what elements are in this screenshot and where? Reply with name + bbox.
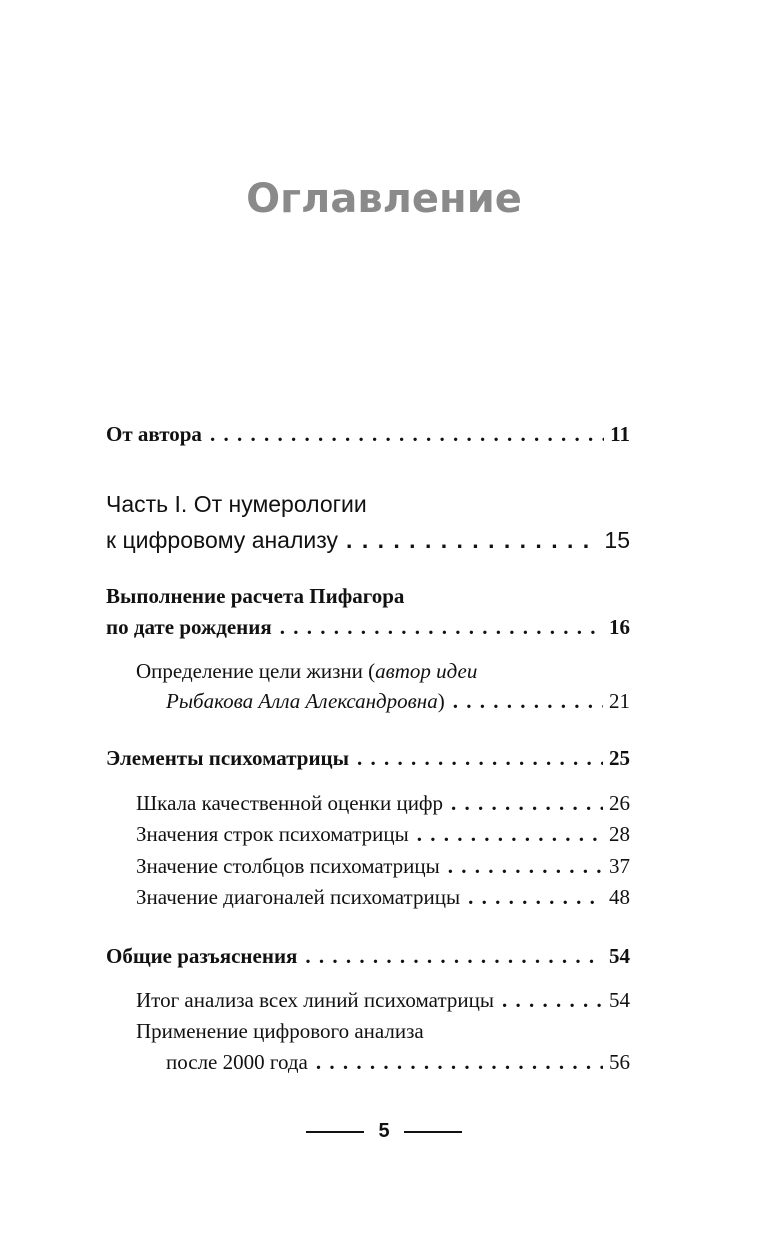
toc-entry-page: 11 bbox=[610, 422, 630, 446]
toc-entry-label: Шкала качественной оценки цифр bbox=[136, 791, 444, 815]
toc-subentry-rows bbox=[136, 820, 630, 848]
toc-subentry-scale bbox=[136, 789, 630, 817]
dot-leader bbox=[502, 986, 603, 1014]
toc-part-label: к цифровому анализу bbox=[106, 527, 339, 553]
toc-entry-label: Значение диагоналей психоматрицы bbox=[136, 885, 461, 909]
dot-leader bbox=[453, 687, 603, 715]
dot-leader bbox=[280, 613, 603, 641]
toc-entry-label: Рыбакова Алла Александровна) bbox=[166, 689, 445, 713]
toc-entry-page: 28 bbox=[609, 822, 630, 846]
toc-entry-part-1 bbox=[106, 526, 630, 554]
toc-entry-line1 bbox=[106, 582, 630, 610]
footer-rule-left bbox=[306, 1131, 364, 1133]
toc-entry-label: От автора bbox=[106, 422, 202, 446]
dot-leader bbox=[346, 526, 598, 554]
toc-part-label: Часть I. От нумерологии bbox=[106, 491, 367, 517]
toc-entry-from-author bbox=[106, 420, 630, 448]
toc-entry-page: 25 bbox=[609, 746, 630, 770]
toc-entry-page: 21 bbox=[609, 689, 630, 713]
toc-entry-label: после 2000 года bbox=[166, 1050, 308, 1074]
footer-rule-right bbox=[404, 1131, 462, 1133]
dot-leader bbox=[305, 942, 603, 970]
toc-entry-elements bbox=[106, 744, 630, 772]
dot-leader bbox=[357, 744, 603, 772]
page-number: 5 bbox=[378, 1120, 390, 1142]
toc-entry-label: Определение цели жизни (автор идеи bbox=[136, 659, 478, 683]
toc-entry-general bbox=[106, 942, 630, 970]
toc-entry-label: Значение столбцов психоматрицы bbox=[136, 854, 440, 878]
toc-entry-page: 54 bbox=[609, 944, 630, 968]
toc-entry-page: 54 bbox=[609, 988, 630, 1012]
toc-subentry-line1 bbox=[136, 1017, 630, 1045]
toc-subentry-summary bbox=[136, 986, 630, 1014]
toc-entry-label: Элементы психоматрицы bbox=[106, 746, 350, 770]
toc-entry-page: 15 bbox=[604, 527, 630, 553]
dot-leader bbox=[316, 1048, 603, 1076]
toc-entry-page: 26 bbox=[609, 791, 630, 815]
dot-leader bbox=[210, 420, 604, 448]
page-footer bbox=[0, 1120, 768, 1143]
toc-entry-page: 16 bbox=[609, 615, 630, 639]
toc-subentry-columns bbox=[136, 852, 630, 880]
page-title: Оглавление bbox=[246, 176, 522, 222]
toc-entry-page: 56 bbox=[609, 1050, 630, 1074]
toc-entry-label: по дате рождения bbox=[106, 615, 272, 639]
toc-subentry-line1 bbox=[136, 657, 630, 685]
toc-entry-label: Значения строк психоматрицы bbox=[136, 822, 409, 846]
toc-entry-label: Выполнение расчета Пифагора bbox=[106, 584, 405, 608]
dot-leader bbox=[451, 789, 603, 817]
toc-subentry-life-goal bbox=[166, 687, 630, 715]
toc-entry-page: 48 bbox=[609, 885, 630, 909]
toc-entry-pythagoras bbox=[106, 613, 630, 641]
toc-entry-label: Итог анализа всех линий психоматрицы bbox=[136, 988, 494, 1012]
dot-leader bbox=[417, 820, 603, 848]
toc-subentry-after-2000 bbox=[166, 1048, 630, 1076]
toc-subentry-diagonals bbox=[136, 883, 630, 911]
toc-part-title-line1 bbox=[106, 490, 630, 518]
toc-entry-label: Применение цифрового анализа bbox=[136, 1019, 424, 1043]
toc-entry-page: 37 bbox=[609, 854, 630, 878]
dot-leader bbox=[448, 852, 603, 880]
toc-entry-label: Общие разъяснения bbox=[106, 944, 298, 968]
dot-leader bbox=[468, 883, 603, 911]
